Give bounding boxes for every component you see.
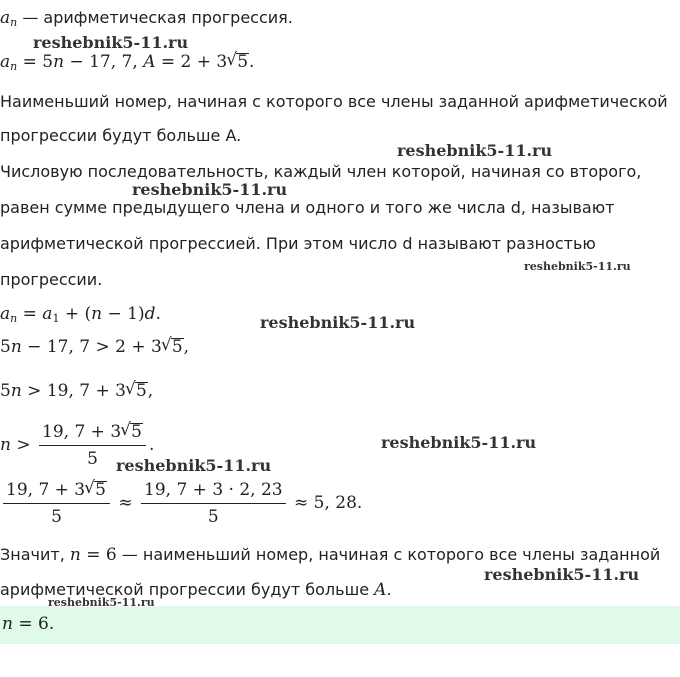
answer-box bbox=[0, 606, 680, 644]
step-3: n > $\frac{19, 7 + 3√ 5}{5}$ . bbox=[0, 422, 154, 469]
general-formula: $a_n = a_1 + (n - 1)d$. bbox=[0, 304, 161, 325]
watermark: reshebnik5-11.ru bbox=[260, 313, 416, 332]
step-4-fraction-mid: $\frac{19, 7 + 3 \cdot 2, 23}{5}$ bbox=[141, 480, 286, 527]
watermark: reshebnik5-11.ru bbox=[397, 141, 553, 160]
question-line-2: прогрессии будут больше A. bbox=[0, 126, 242, 145]
step-2: 5n > 19, 7 + 3√ 5, bbox=[0, 381, 153, 401]
watermark: reshebnik5-11.ru bbox=[524, 260, 631, 273]
conclusion-line-2: арифметической прогрессии будут больше A. bbox=[0, 580, 392, 600]
definition-line-4: прогрессии. bbox=[0, 270, 103, 289]
watermark: reshebnik5-11.ru bbox=[48, 596, 155, 609]
task-intro-text: — арифметическая прогрессия. bbox=[22, 8, 293, 27]
step-1: 5n − 17, 7 > 2 + 3√ 5, bbox=[0, 337, 189, 357]
step-4: $\frac{19, 7 + 3√ 5}{5}$ ≈ $\frac{19, 7 + 3 \cdot 2, 23}{5}$ ≈ 5, 28. bbox=[0, 480, 362, 527]
step-3-fraction: $\frac{19, 7 + 3√ 5}{5}$ bbox=[39, 422, 146, 469]
definition-line-3: арифметической прогрессией. При этом число d называют разностью bbox=[0, 234, 596, 253]
watermark: reshebnik5-11.ru bbox=[33, 33, 189, 52]
watermark: reshebnik5-11.ru bbox=[116, 456, 272, 475]
task-formula: $a_n = 5n - 17$, 7, A = 2 + 3√ 5. bbox=[0, 52, 254, 73]
watermark: reshebnik5-11.ru bbox=[132, 180, 288, 199]
definition-line-2: равен сумме предыдущего члена и одного и того же числа d, называют bbox=[0, 198, 615, 217]
an-symbol: $a_n$ bbox=[0, 8, 18, 29]
definition-line-1: Числовую последовательность, каждый член которой, начиная со второго, bbox=[0, 162, 642, 181]
watermark: reshebnik5-11.ru bbox=[484, 565, 640, 584]
task-intro bbox=[0, 8, 293, 29]
conclusion-line-1: Значит, n = 6 — наименьший номер, начиная с которого все члены заданной bbox=[0, 545, 661, 565]
answer-text: n = 6. bbox=[2, 614, 55, 634]
step-4-fraction-left: $\frac{19, 7 + 3√ 5}{5}$ bbox=[3, 480, 110, 527]
watermark: reshebnik5-11.ru bbox=[381, 433, 537, 452]
question-line-1: Наименьший номер, начиная с которого все члены заданной арифметической bbox=[0, 92, 668, 111]
